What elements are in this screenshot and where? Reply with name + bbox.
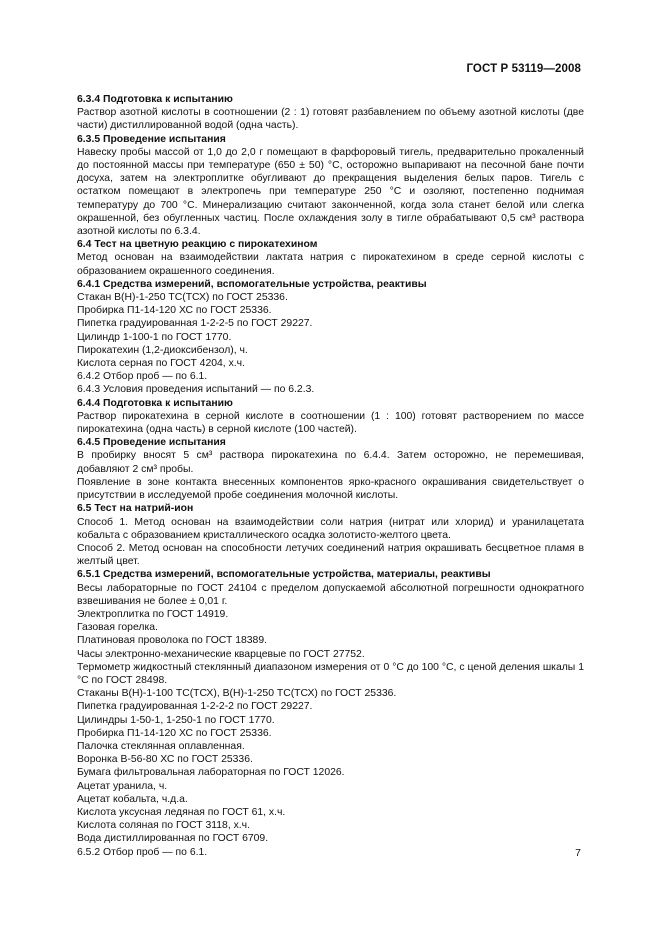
section-heading: 6.4.1 Средства измерений, вспомогательные устройства, реактивы: [77, 278, 427, 290]
list-line: Часы электронно-механические кварцевые по ГОСТ 27752.: [77, 648, 365, 660]
section-heading: 6.4.5 Проведение испытания: [77, 437, 226, 449]
section-heading: 6.4 Тест на цветную реакцию с пирокатехином: [77, 239, 318, 251]
list-line: Пирокатехин (1,2-диоксибензол), ч.: [77, 344, 248, 356]
list-line: Пипетка градуированная 1-2-2-5 по ГОСТ 29227.: [77, 318, 313, 330]
body-paragraph: Раствор пирокатехина в серной кислоте в соотношении (1 : 100) готовят растворением по массе пирокатехина (одна часть) в серной кислоте (100 частей).: [77, 410, 584, 436]
list-line: Пробирка П1-14-120 ХС по ГОСТ 25336.: [77, 727, 272, 739]
list-line: Цилиндры 1-50-1, 1-250-1 по ГОСТ 1770.: [77, 714, 275, 726]
list-line: Газовая горелка.: [77, 622, 158, 634]
section-heading: 6.5.1 Средства измерений, вспомогательные устройства, материалы, реактивы: [77, 569, 491, 581]
list-line: Пробирка П1-14-120 ХС по ГОСТ 25336.: [77, 305, 272, 317]
list-line: Стакан В(Н)-1-250 ТС(ТСХ) по ГОСТ 25336.: [77, 292, 288, 304]
list-line: Ацетат уранила, ч.: [77, 780, 168, 792]
body-paragraph: Термометр жидкостный стеклянный диапазоном измерения от 0 °С до 100 °С, с ценой деления шкалы 1 °С по ГОСТ 28498.: [77, 661, 584, 686]
list-line: 6.4.2 Отбор проб — по 6.1.: [77, 371, 208, 383]
section-heading: 6.4.4 Подготовка к испытанию: [77, 397, 233, 409]
list-line: Пипетка градуированная 1-2-2-2 по ГОСТ 29227.: [77, 701, 313, 713]
document-id-header: ГОСТ Р 53119—2008: [466, 63, 581, 75]
section-heading: 6.5 Тест на натрий-ион: [77, 503, 194, 515]
list-line: Цилиндр 1-100-1 по ГОСТ 1770.: [77, 331, 232, 343]
body-paragraph: Навеску пробы массой от 1,0 до 2,0 г помещают в фарфоровый тигель, предварительно прокаленный до постоянной массы при температуре (650 ± 50) °С, осторожно выпаривают на песочной бане почти досуха, затем на электроплитке обугливают до прекращения выделения белых паров. Тигель с остатком помещают в электропечь при температуре 250 °С и озоляют, постепенно поднимая температуру до 700 °С. Минерализацию считают законченной, когда зола станет белой или слегка окрашенной, без обугленных частиц. После охлаждения золу в тигле обрабатывают 0,5 см³ раствора азотной кислоты по 6.3.4.: [77, 146, 584, 238]
list-line: Палочка стеклянная оплавленная.: [77, 740, 245, 752]
list-line: Стаканы В(Н)-1-100 ТС(ТСХ), В(Н)-1-250 ТС(ТСХ) по ГОСТ 25336.: [77, 688, 397, 700]
list-line: Ацетат кобальта, ч.д.а.: [77, 793, 188, 805]
list-line: Бумага фильтровальная лабораторная по ГОСТ 12026.: [77, 767, 345, 779]
list-line: 6.4.3 Условия проведения испытаний — по 6.2.3.: [77, 384, 315, 396]
body-paragraph: Весы лабораторные по ГОСТ 24104 с пределом допускаемой абсолютной погрешности однократного взвешивания не более ± 0,01 г.: [77, 582, 584, 607]
list-line: Кислота соляная по ГОСТ 3118, х.ч.: [77, 820, 250, 832]
body-paragraph: Способ 2. Метод основан на способности летучих соединений натрия окрашивать бесцветное пламя в желтый цвет.: [77, 542, 584, 568]
list-line: 6.5.2 Отбор проб — по 6.1.: [77, 846, 208, 858]
body-paragraph: В пробирку вносят 5 см³ раствора пирокатехина по 6.4.4. Затем осторожно, не перемешивая, добавляют 2 см³ пробы.: [77, 450, 584, 475]
page-number: 7: [575, 847, 581, 859]
list-line: Кислота серная по ГОСТ 4204, х.ч.: [77, 358, 245, 370]
list-line: Кислота уксусная ледяная по ГОСТ 61, х.ч.: [77, 806, 286, 818]
body-paragraph: Появление в зоне контакта внесенных компонентов ярко-красного окрашивания свидетельствует о присутствии в исследуемой пробе соединения молочной кислоты.: [77, 476, 584, 502]
body-paragraph: Раствор азотной кислоты в соотношении (2 : 1) готовят разбавлением по объему азотной кислоты (две части) дистиллированной водой (одна часть).: [77, 107, 584, 132]
document-body: [62, 93, 584, 859]
list-line: Вода дистиллированная по ГОСТ 6709.: [77, 833, 269, 845]
body-paragraph: Метод основан на взаимодействии лактата натрия с пирокатехином в среде серной кислоты с образованием окрашенного соединения.: [77, 252, 584, 277]
section-heading: 6.3.4 Подготовка к испытанию: [77, 94, 233, 105]
body-paragraph: Способ 1. Метод основан на взаимодействии соли натрия (нитрат или хлорид) и уранилацетата кобальта с образованием кристаллического осадка золотисто-желтого цвета.: [77, 516, 584, 541]
list-line: Электроплитка по ГОСТ 14919.: [77, 608, 229, 620]
list-line: Воронка В-56-80 ХС по ГОСТ 25336.: [77, 754, 253, 766]
section-heading: 6.3.5 Проведение испытания: [77, 133, 226, 145]
list-line: Платиновая проволока по ГОСТ 18389.: [77, 635, 267, 647]
